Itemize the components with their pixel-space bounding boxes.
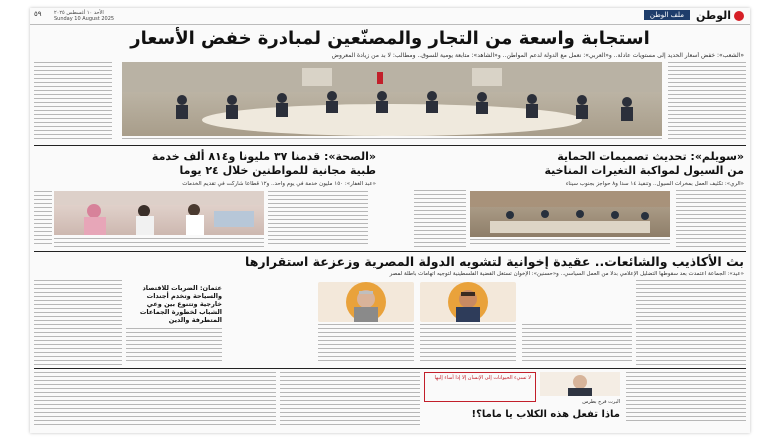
portrait-icon: [318, 282, 414, 322]
weather-body-column: [414, 190, 466, 248]
health-headline: [36, 150, 376, 178]
portrait-photo: [318, 282, 414, 322]
lead-photo: [122, 62, 662, 136]
masthead: [30, 8, 750, 25]
divider: [34, 368, 746, 369]
portrait-icon: [420, 282, 516, 322]
lies-subheadline: «عيد»: الجماعة اعتمدت بعد سقوطها التضليل الإعلامي بدلا من العمل السياسي.. و«حسنين»: الإخوان تستغل القضية الفلسطينية لتوجيه اتهامات باطلة لمصر: [389, 271, 744, 277]
lead-deck: «الشعب»: خفض أسعار الحديد إلى مستويات عادلة.. و«العربي»: نعمل مع الدولة لدعم المواطن.. و«الشاهد»: متابعة يومية للسوق.. ومطالب: لا بد من زيادة المعروض: [331, 52, 744, 59]
weather-caption: [470, 239, 670, 247]
lies-body-column: [636, 280, 746, 365]
column-body: [626, 372, 746, 422]
page-number: ٥٩: [34, 10, 42, 18]
health-body-column: [268, 191, 368, 247]
newspaper-logo: الوطن: [696, 9, 744, 22]
lies-body-column: [34, 280, 122, 365]
health-headline-line-2: طبية مجانية للمواطنين خلال ٢٤ يوما: [179, 164, 376, 177]
health-caption: [54, 238, 264, 247]
lies-body-column: [420, 324, 516, 364]
medical-visit-photo-icon: [54, 191, 264, 235]
pullquote-box: [424, 372, 536, 402]
pullquote-text: لا تسيء الحيوانات إلى الإنسان إلا إذا أساء إليها: [434, 375, 531, 381]
weather-body-column: [676, 190, 746, 248]
date-line: [54, 10, 114, 22]
date-english: Sunday 10 August 2025: [54, 16, 115, 22]
sidebar-body-column: [126, 328, 222, 364]
date-arabic: الأحد ١٠ أغسطس ٢٠٢٥: [54, 10, 104, 16]
column-author: ألبرت فرج بطرس: [582, 399, 620, 405]
photo-caption: [122, 138, 662, 142]
weather-photo: [470, 191, 670, 237]
health-subheadline: «عبد الغفار»: ١٥٠ مليون خدمة في يوم واحد.. و١٢ قطاعا شاركت في تقديم الخدمات: [182, 181, 376, 187]
lead-body-column: [34, 62, 112, 142]
weather-headline-line-1: «سويلم»: تحديث تصميمات الحماية: [557, 150, 744, 163]
divider: [34, 145, 746, 146]
column-body: [280, 372, 420, 426]
lies-headline: بث الأكاذيب والشائعات.. عقيدة إخوانية لتشويه الدولة المصرية وزعزعة استقرارها: [245, 254, 744, 269]
divider: [34, 251, 746, 252]
section-tag: ملف الوطن: [644, 10, 690, 20]
health-photo: [54, 191, 264, 235]
health-headline-line-1: «الصحة»: قدمنا ٣٧ مليونا و٨١٤ ألف خدمة: [151, 150, 376, 163]
weather-headline-line-2: من السيول لمواكبة التغيرات المناخية: [544, 164, 744, 177]
sidebar-quote: عثمان: الضربات للاقتصاد والسياحة وتخدم أجندات خارجية وتتنوع بين وعي الشباب لخطورة الجماعات المتطرفة والدين: [139, 284, 222, 324]
column-title: ماذا تفعل هذه الكلاب يا ماما؟!: [471, 409, 620, 420]
meeting-photo-icon: [470, 191, 670, 237]
lead-headline: استجابة واسعة من التجار والمصنّعين لمبادرة خفض الأسعار: [130, 28, 650, 49]
lead-body-column: [668, 62, 746, 142]
health-body-column: [34, 191, 52, 247]
logo-icon: [734, 11, 744, 21]
meeting-photo-icon: [122, 62, 662, 136]
weather-subheadline: «الري»: تكثيف العمل بمخرات السيول.. وتنفيذ ١٤ سدا و٨ حواجز بجنوب سيناء: [565, 181, 744, 187]
portrait-photo: [420, 282, 516, 322]
lies-body-column: [522, 324, 632, 364]
column-body: [34, 372, 276, 426]
weather-headline: [414, 150, 744, 178]
lies-body-column: [318, 324, 414, 364]
author-photo: [540, 372, 620, 396]
author-portrait-icon: [540, 372, 620, 396]
newspaper-page: [30, 8, 750, 433]
